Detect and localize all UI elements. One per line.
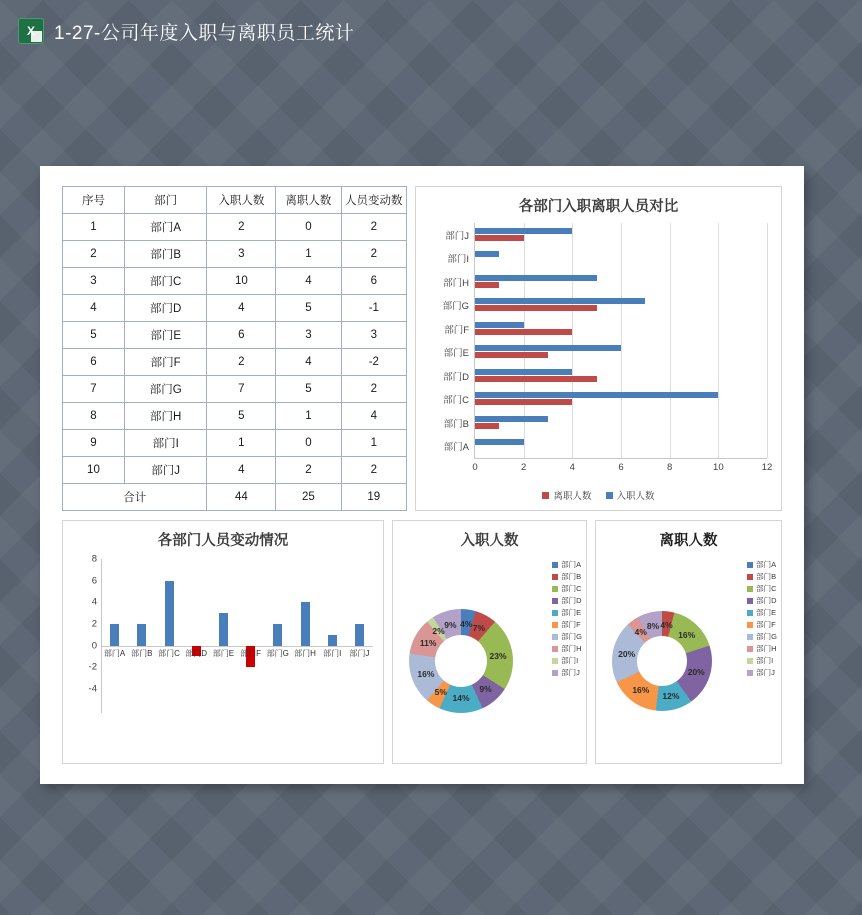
y-axis-tick-label: 部门G [442, 301, 469, 313]
legend-item [747, 607, 777, 618]
y-axis-tick-label: 2 [91, 618, 97, 630]
cell-change: 2 [341, 241, 406, 268]
y-axis-tick-label: 部门I [447, 254, 469, 266]
slice-percent-label: 2% [432, 626, 445, 637]
total-change: 19 [341, 484, 406, 511]
bar-hired [475, 251, 499, 257]
gridline [670, 223, 671, 458]
slice-percent-label: 16% [678, 629, 696, 640]
legend-item [747, 655, 777, 666]
cell-dept: 部门C [124, 268, 207, 295]
bar-left [475, 282, 499, 288]
cell-index: 5 [63, 322, 125, 349]
legend-item [552, 607, 582, 618]
gridline [572, 223, 573, 458]
table-header-cell: 序号 [63, 187, 125, 214]
cell-left: 5 [276, 376, 341, 403]
slice-percent-label: 14% [452, 693, 470, 704]
y-axis-tick-label: 0 [91, 640, 97, 652]
cell-hired: 2 [207, 214, 276, 241]
table-header-cell: 离职人数 [276, 187, 341, 214]
total-label: 合计 [63, 484, 207, 511]
slice-percent-label: 11% [419, 638, 437, 649]
legend-label: 部门F [756, 620, 776, 629]
legend-item [747, 595, 777, 606]
bar-left [475, 305, 597, 311]
legend-swatch [552, 622, 558, 628]
x-axis-tick-label: 4 [569, 462, 575, 473]
y-axis-tick-label: 部门J [445, 230, 469, 242]
cell-index: 3 [63, 268, 125, 295]
y-axis-tick-label: -2 [88, 661, 97, 673]
x-axis-tick-label: 8 [667, 462, 673, 473]
cell-index: 10 [63, 457, 125, 484]
legend-label: 部门C [756, 584, 777, 593]
cell-left: 0 [276, 430, 341, 457]
page-title: 1-27-公司年度入职与离职员工统计 [54, 22, 355, 44]
bar-left [475, 235, 524, 241]
worksheet-canvas [40, 166, 804, 784]
slice-percent-label: 20% [687, 667, 705, 678]
plot-area [393, 551, 586, 763]
slice-percent-label: 16% [632, 685, 650, 696]
gridline [524, 223, 525, 458]
legend-swatch [552, 610, 558, 616]
column-bar [328, 635, 337, 646]
y-axis-tick-label: 部门F [444, 324, 469, 336]
legend-swatch [747, 622, 753, 628]
legend-label: 部门I [561, 656, 579, 665]
doughnut-hole [435, 635, 487, 687]
y-axis-tick-label: 部门D [443, 371, 469, 383]
table-row [63, 430, 407, 457]
legend-label: 入职人数 [616, 491, 655, 502]
legend-swatch [747, 598, 753, 604]
legend-item [552, 571, 582, 582]
statistics-table [62, 186, 407, 511]
cell-change: 2 [341, 376, 406, 403]
table-header-cell: 人员变动数 [341, 187, 406, 214]
x-axis-tick-label: 部门D [185, 648, 208, 658]
cell-left: 0 [276, 214, 341, 241]
total-left: 25 [276, 484, 341, 511]
slice-percent-label: 4% [660, 620, 673, 631]
table-row [63, 322, 407, 349]
gridline [621, 223, 622, 458]
legend-swatch [747, 574, 753, 580]
x-axis-tick-label: 部门C [158, 648, 180, 658]
cell-index: 7 [63, 376, 125, 403]
legend-label: 部门H [561, 644, 582, 653]
x-axis-tick-label: 部门J [349, 648, 370, 658]
legend-item [747, 667, 777, 678]
table-header-cell: 部门 [124, 187, 207, 214]
legend-label: 部门B [561, 572, 582, 581]
cell-change: 1 [341, 430, 406, 457]
legend-item [552, 655, 582, 666]
plot-area [596, 551, 781, 763]
cell-dept: 部门D [124, 295, 207, 322]
legend-item [747, 559, 777, 570]
slice-percent-label: 23% [489, 650, 507, 661]
bar-hired [475, 228, 572, 234]
bar-left [475, 423, 499, 429]
legend-swatch [552, 646, 558, 652]
legend-swatch [747, 634, 753, 640]
legend-swatch [552, 586, 558, 592]
table-row [63, 376, 407, 403]
legend-swatch [747, 562, 753, 568]
chart-title: 离职人数 [659, 533, 718, 549]
legend-item-hired [606, 488, 655, 502]
gridline [767, 223, 768, 458]
table-row [63, 349, 407, 376]
bar-hired [475, 439, 524, 445]
slice-percent-label: 12% [662, 690, 680, 701]
table-header-row [63, 187, 407, 214]
y-axis-tick-label: 6 [91, 575, 97, 587]
cell-left: 2 [276, 457, 341, 484]
table-row [63, 457, 407, 484]
x-axis-tick-label: 部门E [212, 648, 235, 658]
cell-change: 6 [341, 268, 406, 295]
legend-swatch [747, 670, 753, 676]
legend-label: 部门B [756, 572, 777, 581]
y-axis-tick-label: 部门C [443, 395, 469, 407]
cell-index: 9 [63, 430, 125, 457]
cell-index: 2 [63, 241, 125, 268]
total-hired: 44 [207, 484, 276, 511]
cell-left: 1 [276, 241, 341, 268]
cell-dept: 部门I [124, 430, 207, 457]
plot-area [442, 223, 773, 473]
legend-label: 部门H [756, 644, 777, 653]
column-bar [137, 624, 146, 646]
legend-item [552, 583, 582, 594]
cell-left: 1 [276, 403, 341, 430]
bar-hired [475, 345, 621, 351]
y-axis-tick-label: 部门A [443, 442, 469, 454]
chart-hired-donut [392, 520, 587, 764]
legend-swatch [542, 492, 549, 499]
legend-label: 部门D [561, 596, 582, 605]
x-axis-tick-label: 部门F [240, 648, 262, 658]
table-total-row [63, 484, 407, 511]
cell-change: 2 [341, 214, 406, 241]
cell-dept: 部门G [124, 376, 207, 403]
cell-dept: 部门A [124, 214, 207, 241]
x-axis-tick-label: 部门A [103, 648, 126, 658]
bar-hired [475, 275, 597, 281]
legend-label: 部门J [561, 668, 580, 677]
legend-swatch [552, 634, 558, 640]
legend-label: 部门E [756, 608, 777, 617]
y-axis-tick-label: 部门H [443, 277, 469, 289]
cell-index: 6 [63, 349, 125, 376]
cell-dept: 部门H [124, 403, 207, 430]
slice-percent-label: 8% [646, 621, 660, 632]
y-axis-tick-label: 4 [91, 596, 97, 608]
table-row [63, 268, 407, 295]
cell-left: 4 [276, 349, 341, 376]
column-bar [110, 624, 119, 646]
cell-dept: 部门B [124, 241, 207, 268]
table-row [63, 241, 407, 268]
cell-index: 1 [63, 214, 125, 241]
table-row [63, 295, 407, 322]
slice-percent-label: 5% [434, 687, 447, 698]
column-bar [219, 613, 228, 646]
cell-change: 2 [341, 457, 406, 484]
x-axis-tick-label: 部门I [323, 648, 342, 658]
chart-legend [747, 559, 777, 678]
legend-item [552, 631, 582, 642]
legend-label: 部门C [561, 584, 582, 593]
cell-hired: 4 [207, 295, 276, 322]
cell-index: 8 [63, 403, 125, 430]
legend-swatch [552, 574, 558, 580]
bar-hired [475, 298, 645, 304]
column-bar [301, 602, 310, 645]
y-axis-tick-label: -4 [88, 683, 97, 695]
legend-swatch [552, 670, 558, 676]
y-axis-tick-label: 部门E [443, 348, 469, 360]
bar-hired [475, 369, 572, 375]
legend-swatch [552, 562, 558, 568]
table-row [63, 403, 407, 430]
bar-hired [475, 392, 718, 398]
cell-hired: 2 [207, 349, 276, 376]
cell-hired: 4 [207, 457, 276, 484]
cell-hired: 10 [207, 268, 276, 295]
legend-swatch [552, 658, 558, 664]
x-axis-tick-label: 部门H [294, 648, 316, 658]
cell-change: -1 [341, 295, 406, 322]
legend-swatch [552, 598, 558, 604]
x-axis-tick-label: 6 [618, 462, 624, 473]
chart-staff-change [62, 520, 384, 764]
legend-label: 部门I [756, 656, 774, 665]
bar-left [475, 376, 597, 382]
legend-label: 部门J [756, 668, 775, 677]
chart-left-donut [595, 520, 782, 764]
slice-percent-label: 7% [472, 623, 486, 634]
legend-item [747, 571, 777, 582]
legend-swatch [606, 492, 613, 499]
legend-item [552, 619, 582, 630]
cell-dept: 部门J [124, 457, 207, 484]
table-header-cell: 入职人数 [207, 187, 276, 214]
cell-left: 3 [276, 322, 341, 349]
legend-item [552, 559, 582, 570]
legend-swatch [747, 586, 753, 592]
slice-percent-label: 9% [444, 620, 457, 631]
x-axis-tick-label: 部门B [131, 648, 153, 658]
cell-dept: 部门F [124, 349, 207, 376]
column-bar [355, 624, 364, 646]
legend-swatch [747, 610, 753, 616]
legend-label: 部门A [756, 560, 777, 569]
chart-title: 各部门入职离职人员对比 [518, 199, 679, 215]
legend-label: 离职人数 [553, 491, 592, 502]
legend-label: 部门D [756, 596, 777, 605]
legend-label: 部门G [756, 632, 777, 641]
chart-legend [416, 488, 781, 502]
legend-label: 部门A [561, 560, 582, 569]
slice-percent-label: 16% [417, 669, 435, 680]
cell-change: 3 [341, 322, 406, 349]
cell-change: -2 [341, 349, 406, 376]
legend-label: 部门G [561, 632, 582, 641]
x-axis-tick-label: 部门G [266, 648, 289, 658]
cell-hired: 6 [207, 322, 276, 349]
legend-label: 部门F [561, 620, 581, 629]
chart-title: 各部门人员变动情况 [157, 533, 289, 549]
bar-left [475, 329, 572, 335]
legend-item-left [542, 488, 591, 502]
x-axis-tick-label: 2 [521, 462, 527, 473]
zero-axis-line [101, 646, 373, 647]
bar-hired [475, 416, 548, 422]
cell-left: 5 [276, 295, 341, 322]
slice-percent-label: 9% [479, 684, 492, 695]
cell-dept: 部门E [124, 322, 207, 349]
plot-area [88, 553, 373, 695]
legend-swatch [747, 646, 753, 652]
legend-item [552, 643, 582, 654]
gridline [718, 223, 719, 458]
y-axis-tick-label: 8 [91, 553, 97, 565]
cell-change: 4 [341, 403, 406, 430]
doughnut-hole [637, 636, 687, 686]
cell-hired: 7 [207, 376, 276, 403]
cell-hired: 5 [207, 403, 276, 430]
column-bar [165, 581, 174, 646]
cell-left: 4 [276, 268, 341, 295]
bar-left [475, 399, 572, 405]
slice-percent-label: 4% [634, 626, 647, 637]
chart-hired-vs-left [415, 186, 782, 511]
legend-label: 部门E [561, 608, 582, 617]
excel-icon [18, 18, 44, 44]
legend-item [552, 595, 582, 606]
slice-percent-label: 4% [460, 618, 473, 629]
slice-percent-label: 20% [618, 649, 636, 660]
column-bar [273, 624, 282, 646]
x-axis-tick-label: 12 [761, 462, 773, 473]
legend-item [747, 583, 777, 594]
legend-item [747, 631, 777, 642]
bar-hired [475, 322, 524, 328]
chart-title: 入职人数 [460, 533, 519, 549]
table-row [63, 214, 407, 241]
cell-hired: 1 [207, 430, 276, 457]
bar-left [475, 352, 548, 358]
excel-icon-letter: X [26, 24, 35, 38]
chart-legend [552, 559, 582, 678]
x-axis-tick-label: 10 [713, 462, 724, 473]
cell-hired: 3 [207, 241, 276, 268]
title-bar [0, 0, 862, 62]
legend-item [747, 643, 777, 654]
legend-item [552, 667, 582, 678]
cell-index: 4 [63, 295, 125, 322]
legend-item [747, 619, 777, 630]
y-axis-tick-label: 部门B [443, 418, 469, 430]
x-axis-tick-label: 0 [472, 462, 478, 473]
legend-swatch [747, 658, 753, 664]
